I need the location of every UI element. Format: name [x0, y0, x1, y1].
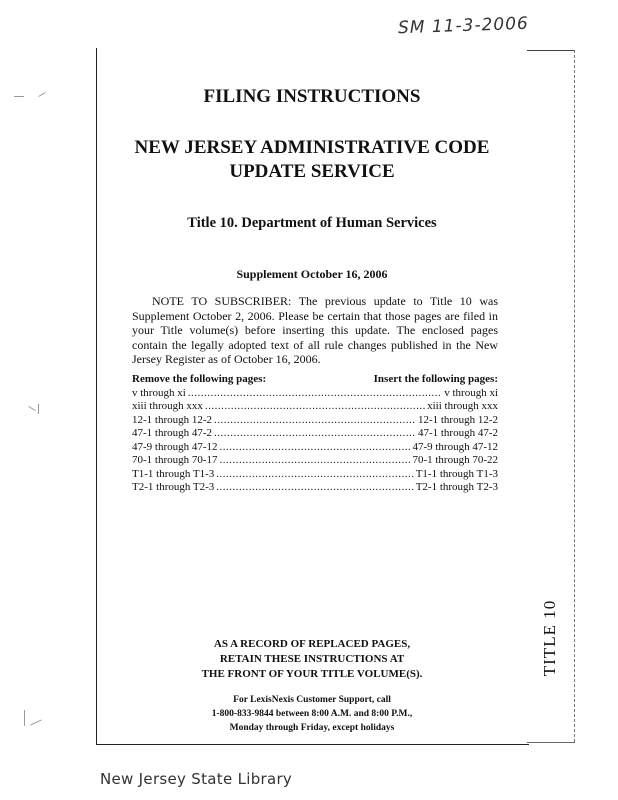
scan-mark	[30, 720, 41, 726]
table-row	[132, 414, 498, 428]
handwritten-note: SM 11-3-2006	[397, 13, 530, 39]
tab-border-top	[527, 50, 575, 51]
insert-pages: 47-9 through 47-12	[412, 440, 498, 453]
insert-header: Insert the following pages:	[373, 373, 498, 385]
title-tab-label: TITLE 10	[540, 599, 559, 677]
remove-header: Remove the following pages:	[132, 373, 267, 385]
table-row	[132, 400, 498, 414]
dot-leader	[214, 414, 416, 428]
insert-pages: v through xi	[444, 386, 498, 399]
pages-table	[132, 373, 498, 495]
support-line-3: Monday through Friday, except holidays	[229, 723, 395, 733]
subheading-line-2: UPDATE SERVICE	[229, 161, 395, 182]
table-header	[132, 373, 498, 387]
scan-mark	[14, 96, 24, 97]
insert-pages: 70-1 through 70-22	[412, 454, 498, 466]
scan-mark	[28, 406, 35, 411]
library-stamp: New Jersey State Library	[100, 770, 293, 788]
remove-pages: 70-1 through 70-17	[132, 454, 218, 466]
page-heading: FILING INSTRUCTIONS	[203, 86, 421, 107]
scan-mark	[38, 92, 45, 97]
scan-mark	[24, 710, 25, 726]
insert-pages: T1-1 through T1-3	[415, 467, 498, 480]
remove-pages: T2-1 through T2-3	[132, 481, 215, 493]
record-notice-line-1: AS A RECORD OF REPLACED PAGES,	[213, 638, 411, 650]
dot-leader	[216, 468, 413, 482]
scan-mark	[38, 404, 39, 414]
remove-pages: 47-9 through 47-12	[132, 440, 218, 453]
insert-pages: 47-1 through 47-2	[417, 427, 498, 439]
table-row	[132, 454, 498, 468]
table-row	[132, 387, 498, 401]
dot-leader	[220, 441, 411, 455]
subscriber-note: NOTE TO SUBSCRIBER: The previous update to Title 10 was Supplement October 2, 2006. Please be certain that those pages are filed in your Title volume(s) before inserting this update. The enclosed pages contain the legally adopted text of all rule changes published in the New Jersey Register as of October 16, 2006.	[132, 294, 498, 366]
tab-border-bottom	[527, 742, 575, 743]
supplement-date: Supplement October 16, 2006	[236, 267, 388, 281]
subheading-line-1: NEW JERSEY ADMINISTRATIVE CODE	[134, 137, 490, 158]
table-row	[132, 427, 498, 441]
table-row	[132, 441, 498, 455]
remove-pages: v through xi	[132, 386, 186, 399]
insert-pages: 12-1 through 12-2	[417, 413, 498, 426]
dot-leader	[205, 400, 425, 414]
table-row	[132, 481, 498, 495]
insert-pages: xiii through xxx	[427, 400, 498, 412]
dot-leader	[220, 454, 411, 468]
remove-pages: 47-1 through 47-2	[132, 427, 213, 439]
table-row	[132, 468, 498, 482]
remove-pages: T1-1 through T1-3	[132, 467, 215, 480]
remove-pages: xiii through xxx	[132, 400, 203, 412]
record-notice-line-3: THE FRONT OF YOUR TITLE VOLUME(S).	[201, 668, 423, 680]
tab-border-right	[574, 50, 575, 742]
remove-pages: 12-1 through 12-2	[132, 413, 213, 426]
insert-pages: T2-1 through T2-3	[415, 481, 498, 493]
title-line: Title 10. Department of Human Services	[187, 215, 437, 231]
support-line-1: For LexisNexis Customer Support, call	[233, 695, 391, 705]
dot-leader	[214, 427, 416, 441]
dot-leader	[216, 481, 413, 495]
support-line-2: 1-800-833-9844 between 8:00 A.M. and 8:00 P.M.,	[211, 709, 413, 719]
record-notice-line-2: RETAIN THESE INSTRUCTIONS AT	[219, 653, 405, 665]
dot-leader	[188, 387, 442, 401]
